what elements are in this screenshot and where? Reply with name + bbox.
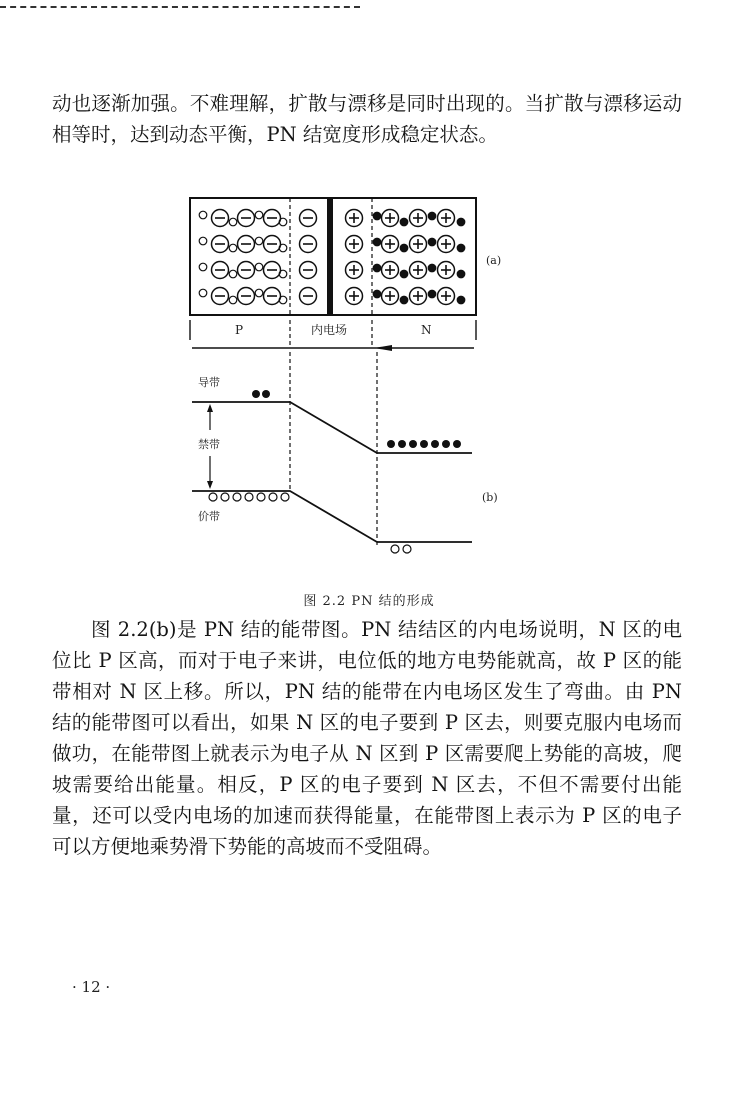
electron (398, 440, 406, 448)
electron (442, 440, 450, 448)
conduction-band-label: 导带 (198, 376, 220, 389)
p-conduction-electrons (252, 390, 270, 398)
electron (262, 390, 270, 398)
hole (199, 211, 207, 219)
band-gap-arrowhead-down (207, 481, 213, 489)
hole (229, 270, 237, 278)
hole (199, 237, 207, 245)
electron (373, 264, 381, 272)
hole (229, 296, 237, 304)
forbidden-band-label: 禁带 (198, 438, 220, 451)
paragraph-band-diagram: 图 2.2(b)是 PN 结的能带图。PN 结结区的内电场说明，N 区的电位比 P 区高，而对于电子来讲，电位低的地方电势能就高，故 P 区的能带相对 N 区上移。所以，PN 结的能带在内电场区发生了弯曲。由 PN 结的能带图可以看出，如果 N 区的电子要到 P 区去，则要克服内电场而做功，在能带图上就表示为电子从 N 区到 P 区需要爬上势能的高坡，爬坡需要给出能量。相反，P 区的电子要到 N 区去，不但不需要付出能量，还可以受内电场的加速而获得能量，在能带图上表示为 P 区的电子可以方便地乘势滑下势能的高坡而不受阻碍。 (52, 618, 682, 858)
electron (428, 238, 436, 246)
hole (269, 493, 277, 501)
valence-band-label: 价带 (198, 510, 220, 523)
electron (373, 212, 381, 220)
region-p-label: P (235, 323, 244, 337)
electron (428, 264, 436, 272)
hole (255, 211, 263, 219)
n-valence-holes (391, 545, 411, 553)
electron (457, 270, 465, 278)
electron (373, 290, 381, 298)
band-gap-arrowhead-up (207, 404, 213, 412)
p-region-charges (199, 210, 316, 305)
electron (453, 440, 461, 448)
pn-junction-figure (180, 190, 520, 564)
p-valence-holes (209, 493, 289, 501)
region-n-label: N (421, 323, 432, 337)
electron (252, 390, 260, 398)
electron (428, 290, 436, 298)
electron (400, 270, 408, 278)
hole (255, 237, 263, 245)
figure-caption: 图 2.2 PN 结的形成 (303, 594, 435, 609)
paragraph-intro: 动也逐渐加强。不难理解，扩散与漂移是同时出现的。当扩散与漂移运动相等时，达到动态平衡，PN 结宽度形成稳定状态。 (52, 92, 682, 146)
electron (400, 218, 408, 226)
hole (199, 263, 207, 271)
hole (255, 263, 263, 271)
electron (373, 238, 381, 246)
figure-svg (180, 190, 520, 560)
hole (281, 493, 289, 501)
page-number: · 12 · (72, 978, 111, 996)
top-dashed-rule (0, 6, 360, 8)
hole (233, 493, 241, 501)
hole (199, 289, 207, 297)
field-arrow-head (374, 345, 392, 351)
hole (221, 493, 229, 501)
n-conduction-electrons (387, 440, 461, 448)
electron (457, 296, 465, 304)
electron (431, 440, 439, 448)
n-region-charges (346, 210, 465, 305)
figure-label-a: (a) (486, 254, 502, 267)
electron (400, 244, 408, 252)
figure-label-b: (b) (482, 491, 498, 504)
electron (457, 218, 465, 226)
hole (229, 218, 237, 226)
hole (245, 493, 253, 501)
electron (409, 440, 417, 448)
hole (255, 289, 263, 297)
region-field-label: 内电场 (311, 323, 348, 337)
conduction-band-line (192, 402, 472, 453)
hole (209, 493, 217, 501)
electron (400, 296, 408, 304)
hole (391, 545, 399, 553)
hole (403, 545, 411, 553)
hole (257, 493, 265, 501)
electron (457, 244, 465, 252)
electron (420, 440, 428, 448)
hole (229, 244, 237, 252)
electron (387, 440, 395, 448)
electron (428, 212, 436, 220)
junction-interface (327, 198, 333, 315)
